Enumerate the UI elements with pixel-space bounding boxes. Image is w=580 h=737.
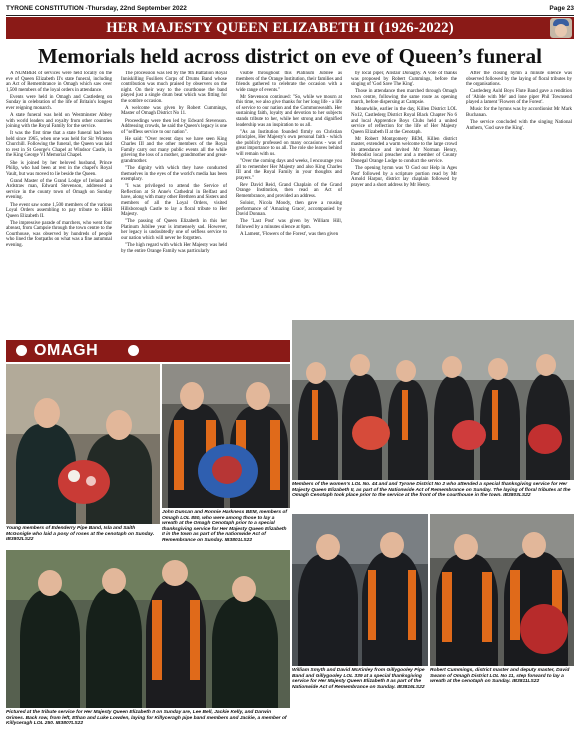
paragraph: A NUMBER of services were held locally on the eve of Queen Elizabeth II's state funeral, including an Act of Remembrance in Omagh which saw over 1,500 members of the loyal orders in attendance. bbox=[6, 71, 112, 93]
photo-caption: William Smyth and David McKinley from Gillygooley Pipe Band and Gillygooley LOL 339 at a special thanksgiving service for Her Majesty Queen Elizabeth II as part of the Nationwide Act of Remembrance on Sunday. IB3816LS22 bbox=[292, 668, 425, 690]
paragraph: Mr Robert Montgomery BEM, Killen district master, extended a warm welcome to the large crowd in attendance and invited Mr Norman Henry, Methodist local preacher and a member of County Donegal Orange Lodge to conduct the service. bbox=[351, 136, 457, 164]
paragraph: "The high regard with which Her Majesty was held by the entire Orange Family was particularly bbox=[121, 243, 227, 254]
paragraph: Mr Stevenson continued: "So, while we mourn at this time, we also give thanks for her long life - a life of service to our nation and the Commonwealth. Her sustaining faith, loyalty and devotion to her subjects stands tribute to her, while her strong and dignified leadership was an inspiration to us all. bbox=[236, 94, 342, 128]
article-column-4 bbox=[351, 71, 457, 336]
photo-caption: Pictured at the tribute service for Her Majesty Queen Elizabeth II on Sunday are, Lee Bell, Jackie Kelly, and Darwin Grimes. Back row, from left, Ethan and Luke Lowden, laying for Killyceragh pipe band members and Jackie, a member of Killyceragh LOL 250. IB3807LS22 bbox=[6, 710, 287, 727]
paragraph: "Over the coming days and weeks, I encourage you all to remember Her Majesty and also King Charles III and the Royal Family in your thoughts and prayers." bbox=[236, 158, 342, 181]
paragraph: The impressive parade of marchers, who went four abreast, from Campsie through the town centre to the Courthouse, was observed by hundreds of people who lined the footpaths on what was a fine autumnal evening. bbox=[6, 220, 112, 249]
paragraph: A Lament, 'Flowers of the Forest', was then given bbox=[240, 231, 339, 237]
paragraph: The opening hymn was 'O God our Help in Ages Past' followed by a scripture portion read by Mr Arnold Harpur, district lay chaplain followed by prayer and a short address by Mr Henry. bbox=[351, 166, 457, 188]
photo-gillygooley-band bbox=[292, 514, 428, 666]
photo-caption: John Duncan and Ronnie Harkness BEM, members of Omagh LOL 850, who were among those to lay a wreath at the Omagh Cenotaph prior to a special thanksgiving service for Her Majesty Queen Elizabeth II in the town as part of the nationwide Act of Remembrance on Sunday. IB3801LS22 bbox=[162, 510, 288, 543]
paragraph: He said: "Over recent days we have seen King Charles III and the other members of the Royal Family carry out many public events all the while grieving the loss of a mother, grandmother and great-grandmother. bbox=[121, 136, 227, 164]
article-column-3 bbox=[236, 71, 342, 336]
paragraph: "I was privileged to attend the Service of Reflection at St Anne's Cathedral in Belfast and have, along with many other Brethren and Sisters and members of all the Loyal Orders, visited Hillsborough Castle to lay a floral tribute to Her Majesty. bbox=[121, 184, 227, 218]
paragraph: The procession was led by the 9th Battalion Royal Inniskilling Fusiliers Corps of Drums Band whose contribution was much praised by observers on the night. On their way to the courthouse the band played just a single drum beat which was fitting for the sombre occasion. bbox=[121, 71, 227, 104]
paragraph: The event saw some 1,500 members of the various Loyal Orders assembling to pay tribute to HRH Queen Elizabeth II. bbox=[6, 202, 112, 219]
paragraph: visible throughout this Platinum Jubilee as members of the Orange Institution, their families and friends gathered to celebrate the occasion with a wide range of events." bbox=[236, 71, 342, 93]
paragraph: Events were held in Omagh and Castlederg on Sunday in celebration of the life of Britain's longest ever reigning monarch. bbox=[6, 94, 112, 111]
article-body bbox=[6, 71, 574, 336]
publication-date: TYRONE CONSTITUTION -Thursday, 22nd September 2022 bbox=[6, 5, 187, 12]
article-headline: Memorials held across district on eve of Queen’s funeral bbox=[38, 44, 542, 68]
paragraph: After the closing hymn a minute silence was observed followed by the laying of floral tributes by the organisations. bbox=[466, 71, 572, 88]
photo-wreath-laying bbox=[162, 364, 290, 508]
section-label: OMAGH bbox=[34, 342, 99, 359]
article-column-1 bbox=[6, 71, 112, 336]
tribute-banner bbox=[6, 17, 574, 39]
queen-portrait-icon bbox=[550, 18, 572, 38]
paragraph: A state funeral was held on Westminster Abbey with world leaders and royalty from other countries joining with the Royal Family for the service. bbox=[6, 113, 112, 130]
photo-caption: Members of the women's LOL No. 44 and and Tyrone District No 2 who attended a special thanksgiving service for Her Majesty Queen Elizabeth II, as part of the Nationwide Act of Remembrance on Sunday. The laying of floral tributes at the Omagh Cenotaph took place prior to the service at the front of the courthouse in the town. IB3803LS22 bbox=[292, 482, 571, 499]
section-banner-omagh bbox=[6, 340, 290, 362]
paragraph: The service concluded with the singing National Anthem, 'God save the King'. bbox=[466, 120, 572, 131]
photo-pipe-band-children bbox=[6, 364, 160, 524]
paragraph: Castlederg Auld Boys Flute Band gave a rendition of 'Abide with Me' and lone piper Phil Townsend played a lament 'Flowers of the Forest'. bbox=[466, 89, 572, 106]
photo-district-masters bbox=[430, 514, 574, 666]
paragraph: Rev David Reid, Grand Chaplain of the Grand Orange Institution, then read an Act of Remembrance, and provided an address. bbox=[236, 182, 342, 199]
paragraph: The 'Last Post' was given by William Hill, followed by a minutes silence at 8pm. bbox=[236, 219, 342, 230]
photo-womens-lodge bbox=[292, 320, 574, 480]
photo-caption: Young members of Edenderry Pipe Band, Isla and Saith McGonigle who laid a posy of roses at the cenotaph on Sunday. IB3802LS22 bbox=[6, 526, 155, 543]
paragraph: It was the first time that a state funeral had been held since 1965, when one was held for Sir Winston Churchill. Following the funeral, the Queen was laid to rest in St George's Chapel at Windsor Castle, in the King George VI Memorial Chapel. bbox=[6, 131, 112, 159]
paragraph: Meanwhile, earlier in the day, Killen District LOL No12, Castlederg District Royal Black Chapter No 6 and local Apprentice Boys Clubs held a united service of reflection for the life of Her Majesty Queen Elizabeth II at the Cenotaph. bbox=[351, 107, 457, 135]
page-header bbox=[6, 3, 574, 16]
paragraph: "As an Institution founded firmly on Christian principles, Her Majesty's own personal faith - which she publicly professed on many occasions - was of great importance to us all. The role she leaves behind will remain with us. bbox=[236, 129, 342, 157]
paragraph: "The dignity with which they have conducted themselves in the eyes of the world's media has been exemplary. bbox=[121, 166, 227, 183]
paragraph: Grand Master of the Grand Lodge of Ireland and Ardstraw man, Edward Stevenson, addressed a service in the county town of Omagh on Sunday evening. bbox=[6, 178, 112, 201]
bullet-icon bbox=[128, 345, 139, 356]
paragraph: by local piper, Alistair Donaghy. A vote of thanks was proposed by Robert Cummings, before the singing of 'God Save The King'. bbox=[351, 71, 457, 88]
paragraph: A welcome was given by Robert Cummings, Master of Omagh District No 11. bbox=[121, 105, 227, 117]
paragraph: Music for the hymns was by accordionist Mr Mark Buchanan. bbox=[466, 107, 572, 119]
paragraph: "The passing of Queen Elizabeth in this her Platinum Jubilee year is immensely sad. However, her legacy is undoubtedly one of selfless service to our nation which will never be forgotten. bbox=[121, 219, 227, 241]
photo-killyceragh-group bbox=[6, 550, 290, 708]
paragraph: Those in attendance then marched through Omagh town centre, following the same route as opening march, before dispersing at Campsie. bbox=[351, 89, 457, 106]
article-column-5 bbox=[466, 71, 572, 336]
photo-caption: Robert Cummings, district master and deputy master, David Swann of Omagh District LOL No 11, step forward to lay a wreath at the cenotaph on Sunday. IB3811LS22 bbox=[430, 668, 570, 685]
bullet-icon bbox=[16, 345, 27, 356]
paragraph: Soloist, Nicola Moody, then gave a rousing performance of 'Amazing Grace', accompanied by David Donnan. bbox=[236, 201, 342, 218]
banner-title: HER MAJESTY QUEEN ELIZABETH II (1926-2022) bbox=[106, 20, 454, 36]
page-number: Page 23 bbox=[549, 5, 574, 12]
paragraph: Proceedings were then led by Edward Stevenson. Addressing crowds, he said the Queen's legacy is one of "selfless service to our nation". bbox=[121, 118, 227, 135]
paragraph: She is joined by her beloved husband, Prince Philip, who had been at rest in the chapel's Royal Vault, but was moved to lie beside the Queen. bbox=[6, 160, 112, 177]
article-column-2 bbox=[121, 71, 227, 336]
